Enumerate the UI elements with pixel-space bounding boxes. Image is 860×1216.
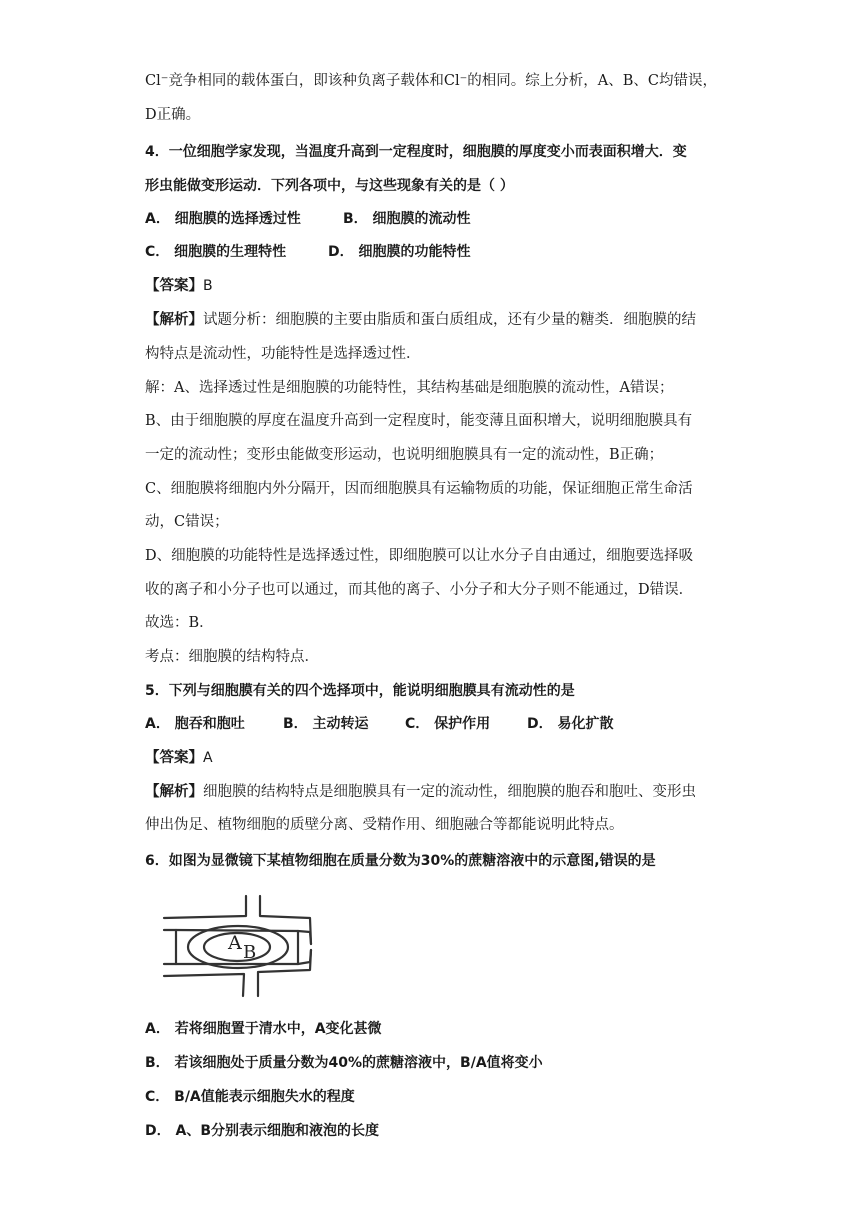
text-line: Cl⁻竞争相同的载体蛋白，即该种负离子载体和Cl⁻的相同。综上分析，A、B、C均错误， [145, 73, 717, 89]
option-c: C． 细胞膜的生理特性 [145, 244, 287, 260]
analysis-line: 动，C错误； [145, 514, 229, 530]
figure-label-a: A [228, 932, 242, 954]
answer-tag: 【答案】 [145, 749, 203, 766]
option-b: B． 细胞膜的流动性 [343, 211, 471, 227]
analysis-line: D、细胞膜的功能特性是选择透过性，即细胞膜可以让水分子自由通过，细胞要选择吸 [145, 548, 694, 564]
question-4-options-row [145, 242, 471, 262]
question-4-stem: 4．一位细胞学家发现，当温度升高到一定程度时，细胞膜的厚度变小而表面积增大．变 [145, 144, 687, 160]
analysis-line [145, 782, 696, 802]
question-5-stem: 5．下列与细胞膜有关的四个选择项中，能说明细胞膜具有流动性的是 [145, 683, 575, 699]
analysis-line: 考点：细胞膜的结构特点． [145, 649, 319, 665]
analysis-line: 故选：B． [145, 615, 214, 631]
question-6-option-d: D． A、B分别表示细胞和液泡的长度 [145, 1123, 380, 1139]
answer-tag: 【答案】 [145, 277, 203, 294]
question-6-stem: 6．如图为显微镜下某植物细胞在质量分数为30%的蔗糖溶液中的示意图,错误的是 [145, 853, 656, 869]
answer-value: A [203, 750, 213, 766]
analysis-text: 试题分析：细胞膜的主要由脂质和蛋白质组成，还有少量的糖类．细胞膜的结 [203, 312, 696, 328]
answer-value: B [203, 278, 213, 294]
question-5-options-row [145, 714, 614, 734]
question-4-options-row [145, 209, 471, 229]
analysis-line: 解：A、选择透过性是细胞膜的功能特性，其结构基础是细胞膜的流动性，A错误； [145, 380, 674, 396]
question-4-stem: 形虫能做变形运动．下列各项中，与这些现象有关的是（ ） [145, 178, 514, 194]
option-a: A． 胞吞和胞吐 [145, 716, 245, 732]
analysis-text: 细胞膜的结构特点是细胞膜具有一定的流动性，细胞膜的胞吞和胞吐、变形虫 [203, 784, 696, 800]
analysis-line: 一定的流动性；变形虫能做变形运动，也说明细胞膜具有一定的流动性，B正确； [145, 447, 664, 463]
analysis-line: C、细胞膜将细胞内外分隔开，因而细胞膜具有运输物质的功能，保证细胞正常生命活 [145, 481, 693, 497]
option-b: B． 主动转运 [283, 716, 369, 732]
answer-line [145, 276, 213, 296]
analysis-line: 伸出伪足、植物细胞的质壁分离、受精作用、细胞融合等都能说明此特点。 [145, 817, 624, 833]
option-d: D． 易化扩散 [527, 716, 614, 732]
option-c: C． 保护作用 [405, 716, 491, 732]
analysis-line: 收的离子和小分子也可以通过，而其他的离子、小分子和大分子则不能通过，D错误． [145, 582, 694, 598]
analysis-line [145, 310, 696, 330]
analysis-line: B、由于细胞膜的厚度在温度升高到一定程度时，能变薄且面积增大，说明细胞膜具有 [145, 413, 693, 429]
analysis-tag: 【解析】 [145, 311, 203, 328]
analysis-tag: 【解析】 [145, 783, 203, 800]
question-6-option-c: C． B/A值能表示细胞失水的程度 [145, 1089, 355, 1105]
text-line: D正确。 [145, 107, 201, 123]
figure-label-b: B [243, 942, 257, 963]
question-6-option-a: A． 若将细胞置于清水中，A变化甚微 [145, 1021, 382, 1037]
analysis-line: 构特点是流动性，功能特性是选择透过性． [145, 346, 421, 362]
option-a: A． 细胞膜的选择透过性 [145, 211, 301, 227]
option-d: D． 细胞膜的功能特性 [328, 244, 471, 260]
answer-line [145, 748, 213, 768]
question-6-option-b: B． 若该细胞处于质量分数为40%的蔗糖溶液中，B/A值将变小 [145, 1055, 543, 1071]
